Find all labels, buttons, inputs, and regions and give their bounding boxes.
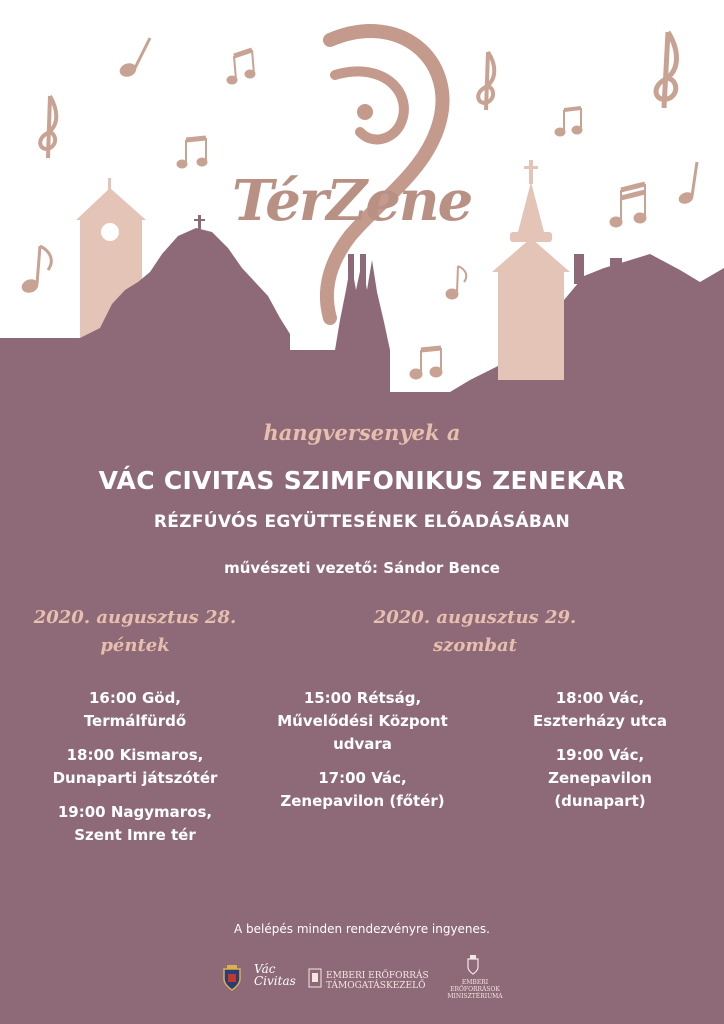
lead-text: hangversenyek a [263,420,461,445]
treble-clef-icon [478,52,494,110]
terzene-logo: TérZene [232,168,472,234]
day-2-events-col-1 [255,687,470,824]
event-time-place: 19:00 Nagymaros, [57,803,213,821]
music-note-icon [410,348,442,379]
event-venue: Szent Imre tér [74,826,196,844]
emet-line-2: TÁMOGATÁSKEZELŐ [326,981,426,991]
event-venue-detail: udvara [333,735,392,753]
event-item [490,687,710,733]
emmi-line-1: EMBERI ERŐFORRÁSOK [450,979,500,993]
hungarian-coat-of-arms-icon [466,955,480,975]
day-1-weekday: péntek [100,635,170,656]
sponsor-logos [0,955,724,1005]
music-note-icon [610,184,646,227]
event-item [490,744,710,813]
event-time-place: 19:00 Vác, [555,746,645,764]
emmi-line-2: MINISZTÉRIUMA [447,993,503,1000]
music-note-icon [118,38,150,78]
event-time-place: 15:00 Rétság, [303,689,422,707]
emmi-logo-text [440,979,510,1000]
day-2-weekday: szombat [433,635,517,656]
event-item [20,744,250,790]
coat-of-arms-icon [222,965,242,991]
event-venue: Termálfürdő [83,712,187,730]
music-note-icon [177,138,207,168]
orchestra-title: VÁC CIVITAS SZIMFONIKUS ZENEKAR [98,466,626,495]
music-note-icon [20,246,51,294]
ensemble-subtitle: RÉZFÚVÓS EGYÜTTESÉNEK ELŐADÁSÁBAN [153,512,571,532]
emet-emblem-icon [308,967,322,989]
event-time-place: 18:00 Vác, [555,689,645,707]
treble-clef-icon [656,32,676,108]
clock-face [101,223,119,241]
artistic-director: művészeti vezető: Sándor Bence [224,559,500,577]
event-venue: Művelődési Központ [277,712,448,730]
day-2-date [340,604,610,660]
music-note-icon [555,108,582,136]
event-venue: Zenepavilon [548,769,652,787]
event-time-place: 16:00 Göd, [88,689,182,707]
music-note-icon [227,50,255,84]
event-item [20,687,250,733]
emet-line-1: EMBERI ERŐFORRÁS [326,971,429,981]
music-note-icon [678,162,697,205]
event-venue-detail: (dunapart) [554,792,646,810]
event-venue: Dunaparti játszótér [52,769,218,787]
event-item [255,767,470,813]
event-item [20,801,250,847]
event-venue: Eszterházy utca [532,712,668,730]
event-time-place: 17:00 Vác, [318,769,407,787]
free-entry-note: A belépés minden rendezvényre ingyenes. [234,922,490,936]
music-note-icon [446,266,466,299]
day-2-events-col-2 [490,687,710,824]
treble-clef-icon [40,96,56,158]
event-time-place: 18:00 Kismaros, [66,746,204,764]
day-1-events [20,687,250,858]
day-1-date [20,604,250,660]
event-item [255,687,470,756]
vac-civitas-logo: Vác Civitas [254,962,296,988]
day-2-date-text: 2020. augusztus 29. [373,607,577,628]
day-1-date-text: 2020. augusztus 28. [33,607,237,628]
event-venue: Zenepavilon (főtér) [280,792,445,810]
